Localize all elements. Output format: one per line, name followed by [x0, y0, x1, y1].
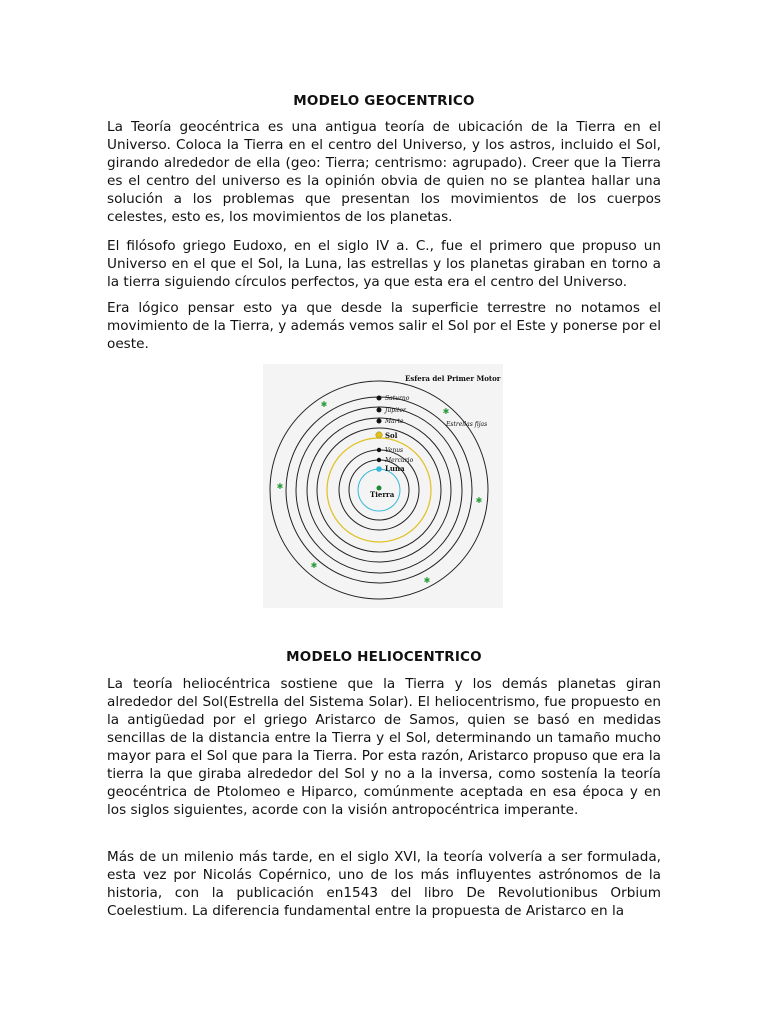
- helio-paragraph-2: Más de un milenio más tarde, en el siglo XVI, la teoría volvería a ser formulada, esta vez por Nicolás Copérnico, uno de los más influyentes astrónomos de la historia, con la publicación en1543 del libro De Revolutionibus Orbium Coelestium. La diferencia fundamental entre la propuesta de Aristarco en la: [107, 849, 661, 919]
- jupiter-dot: [377, 408, 382, 413]
- label-venus: Venus: [385, 447, 404, 454]
- label-tierra: Tierra: [370, 490, 395, 499]
- star-icon: ✱: [320, 400, 328, 409]
- geo-paragraph-2: El filósofo griego Eudoxo, en el siglo IV a. C., fue el primero que propuso un Universo en el que el Sol, la Luna, las estrellas y los planetas giraban en torno a la tierra siguiendo círculos perfectos, ya que esta era el centro del Universo.: [107, 238, 661, 290]
- star-icon: ✱: [423, 576, 431, 585]
- label-mercurio: Mercurio: [385, 457, 414, 464]
- geo-paragraph-3: Era lógico pensar esto ya que desde la superficie terrestre no notamos el movimiento de la Tierra, y además vemos salir el Sol por el Este y ponerse por el oeste.: [107, 300, 661, 352]
- helio-title: MODELO HELIOCENTRICO: [286, 649, 482, 665]
- helio-paragraph-1: La teoría heliocéntrica sostiene que la Tierra y los demás planetas giran alrededor del Sol(Estrella del Sistema Solar). El heliocentrismo, fue propuesto en la antigüedad por el griego Aristarco de Samos, quien se basó en medidas sencillas de la distancia entre la Tierra y el Sol, determinando un tamaño mucho mayor para el Sol que para la Tierra. Por esta razón, Aristarco propuso que era la tierra la que giraba alrededor del Sol y no a la inversa, como sostenía la teoría geocéntrica de Ptolomeo e Hiparco, comúnmente aceptada en esa época y en los siglos siguientes, acorde con la visión antropocéntrica imperante.: [107, 676, 661, 818]
- label-sol: Sol: [385, 431, 398, 440]
- geo-title: MODELO GEOCENTRICO: [293, 93, 475, 109]
- geo-paragraph-1: La Teoría geocéntrica es una antigua teoría de ubicación de la Tierra en el Universo. Coloca la Tierra en el centro del Universo, y los astros, incluido el Sol, girando alrededor de ella (geo: Tierra; centrismo: agrupado). Creer que la Tierra es el centro del universo es la opinión obvia de quien no se plantea hallar una solución a los problemas que presentan los movimientos de los cuerpos celestes, esto es, los movimientos de los planetas.: [107, 119, 661, 225]
- label-luna: Luna: [385, 464, 405, 473]
- mercury-dot: [377, 458, 381, 462]
- saturn-dot: [377, 396, 382, 401]
- moon-dot: [376, 466, 382, 472]
- venus-dot: [377, 448, 381, 452]
- sun-dot: [376, 432, 382, 438]
- star-icon: ✱: [442, 407, 450, 416]
- label-jupiter: Júpiter: [385, 407, 406, 414]
- label-marte: Marte: [385, 418, 404, 425]
- geocentric-diagram-svg: [263, 364, 503, 608]
- star-icon: ✱: [276, 482, 284, 491]
- star-icon: ✱: [310, 561, 318, 570]
- label-saturno: Saturno: [385, 395, 410, 402]
- label-estrellas: Estrellas fijas: [446, 421, 488, 428]
- star-icon: ✱: [475, 496, 483, 505]
- mars-dot: [377, 419, 382, 424]
- label-primer-motor: Esfera del Primer Motor: [405, 374, 501, 383]
- geocentric-diagram: [263, 364, 503, 608]
